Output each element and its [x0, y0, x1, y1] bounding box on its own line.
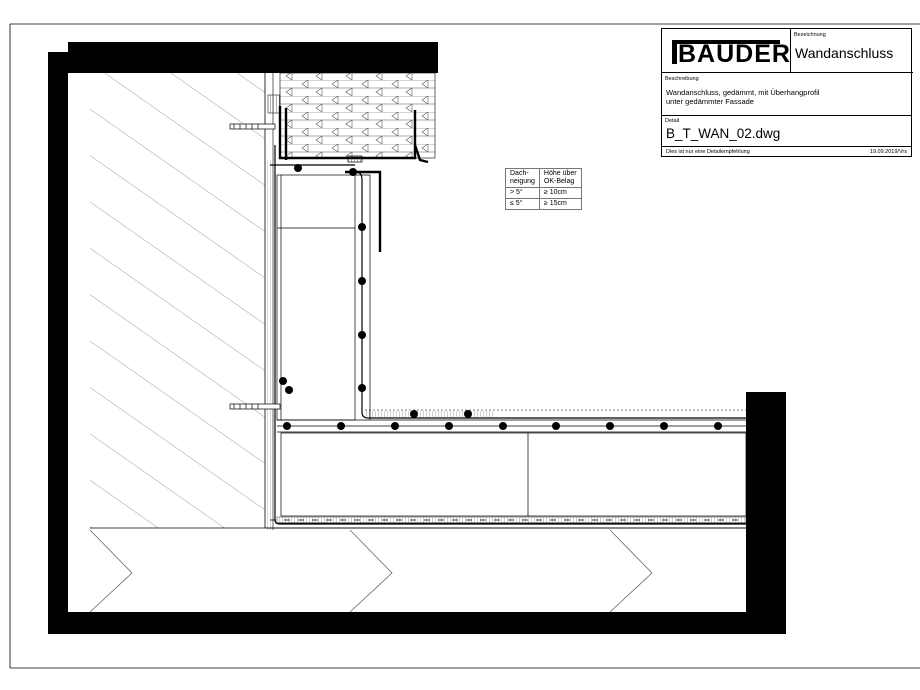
- cell-height: ≥ 10cm: [539, 188, 581, 199]
- facade-insulation: [280, 73, 435, 158]
- table-header-row: [506, 169, 582, 188]
- roof-layers: [266, 420, 746, 528]
- bauder-logo: [662, 29, 791, 73]
- description-line-1: Wandanschluss, gedämmt, mit Überhangprofil: [666, 88, 820, 97]
- concrete-wall: [90, 73, 265, 528]
- detail-filename: B_T_WAN_02.dwg: [666, 126, 781, 141]
- title-block-divider: [662, 115, 911, 116]
- cell-height: ≥ 15cm: [539, 199, 581, 210]
- upstand-insulation: [277, 175, 370, 420]
- wall-plaster-strip: [265, 73, 280, 530]
- header-slope-line1: Dach-: [510, 170, 529, 177]
- header-slope-line2: neigung: [510, 178, 535, 185]
- table-row: [506, 199, 582, 210]
- detail-label: Detail: [665, 118, 680, 124]
- description-line-2: unter gedämmter Fassade: [666, 97, 754, 106]
- header-height: [539, 169, 581, 188]
- table-row: [506, 188, 582, 199]
- designation-cell: [791, 29, 913, 73]
- header-slope: [506, 169, 540, 188]
- title-block: [661, 28, 912, 157]
- designation-label: Bezeichnung: [794, 32, 826, 38]
- logo-text: BAUDER: [678, 40, 791, 68]
- description-label: Beschreibung: [665, 76, 699, 82]
- title-block-divider-2: [662, 146, 911, 147]
- roof-membrane-strip: [365, 410, 746, 417]
- logo-stem: [672, 40, 677, 64]
- description-text: [666, 88, 820, 106]
- cell-slope: > 5°: [506, 188, 540, 199]
- header-height-line1: Höhe über: [543, 170, 577, 177]
- recommendation-note: Dies ist nur eine Detailempfehlung: [666, 149, 750, 155]
- fastening-points: [279, 164, 722, 430]
- date-code: 19.09.2019/Vrs: [869, 149, 907, 155]
- designation-value: Wandanschluss: [795, 45, 894, 61]
- concrete-slab: [90, 528, 746, 612]
- cell-slope: ≤ 5°: [506, 199, 540, 210]
- header-height-line2: OK-Belag: [543, 178, 575, 185]
- slope-height-table: [505, 168, 582, 210]
